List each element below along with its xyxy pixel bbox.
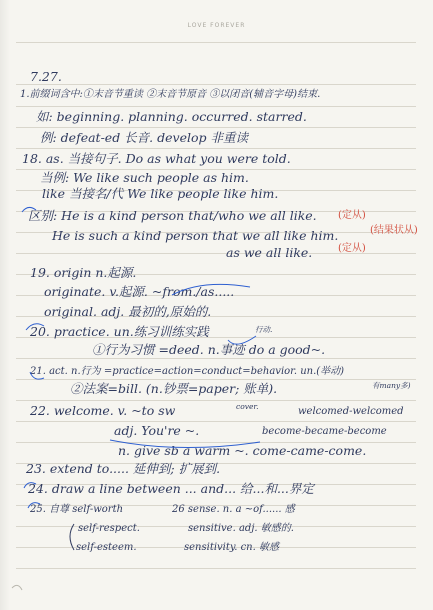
- note-line-23: 23. extend to..... 延伸到; 扩展到.: [26, 461, 221, 476]
- note-line-20-action: 行动.: [255, 325, 273, 334]
- note-line-18: 18. as. 当接句子. Do as what you were told.: [22, 151, 291, 166]
- page-header: LOVE FOREVER: [187, 22, 246, 29]
- note-line-youre: adj. You're ~.: [114, 423, 200, 438]
- note-line-original: original. adj. 最初的,原始的.: [44, 304, 212, 319]
- note-line-self-esteem: self-esteem.: [76, 542, 137, 553]
- note-line-difference: 区别: He is a kind person that/who we all like.: [28, 208, 317, 223]
- note-line-defeat: 例: defeat-ed 长音. develop 非重读: [40, 130, 248, 145]
- note-line-20: 20. practice. un.练习训练实践: [30, 324, 209, 339]
- note-line-26: 26 sense. n. a ~of...... 感: [172, 504, 295, 515]
- note-line-bill: ②法案=bill. (n.钞票=paper; 账单).: [70, 381, 278, 396]
- note-line-become: become-became-become: [262, 426, 387, 437]
- note-tag-result: (结果状从): [370, 225, 418, 236]
- note-line-22-forms: welcomed-welcomed: [298, 406, 404, 417]
- note-line-21-note: 有many多): [372, 381, 411, 390]
- note-line-24: 24. draw a line between ... and... 给...和...界定: [28, 481, 314, 496]
- note-line-such-as: 当例: We like such people as him.: [40, 170, 249, 185]
- note-line-22: 22. welcome. v. ~to sw: [30, 403, 176, 418]
- note-line-21: 21. act. n.行为 =practice=action=conduct=behavior. un.(举动): [30, 366, 345, 377]
- note-line-such-that: He is such a kind person that we all like him.: [52, 228, 339, 243]
- note-line-habit: ①行为习惯 =deed. n.事迹 do a good~.: [92, 342, 326, 357]
- note-line-like: like 当接名/代 We like people like him.: [42, 186, 279, 201]
- note-tag-attributive-2: (定从): [338, 243, 366, 254]
- note-line-originate: originate. v.起源. ~from./as.....: [44, 284, 235, 299]
- note-line-22-cover: cover.: [236, 402, 259, 411]
- note-line-as-we-all-like: as we all like.: [226, 245, 313, 260]
- note-line-warm: n. give sb a warm ~. come-came-come.: [118, 443, 367, 458]
- note-line-sensitive: sensitive. adj. 敏感的.: [188, 523, 294, 534]
- note-line-17: 1.前缀词含中:①末音节重读 ②末音节原音 ③以闭音(辅音字母)结束.: [20, 89, 321, 100]
- note-line-25: 25. 自尊 self-worth: [30, 504, 124, 515]
- note-line-self-respect: self-respect.: [78, 523, 140, 534]
- date-label: 7.27.: [30, 69, 62, 84]
- note-line-examples: 如: beginning. planning. occurred. starred.: [36, 109, 307, 124]
- note-tag-attributive: (定从): [338, 210, 366, 221]
- note-line-19: 19. origin n.起源.: [30, 265, 137, 280]
- note-line-sensitivity: sensitivity. cn. 敏感: [184, 542, 279, 553]
